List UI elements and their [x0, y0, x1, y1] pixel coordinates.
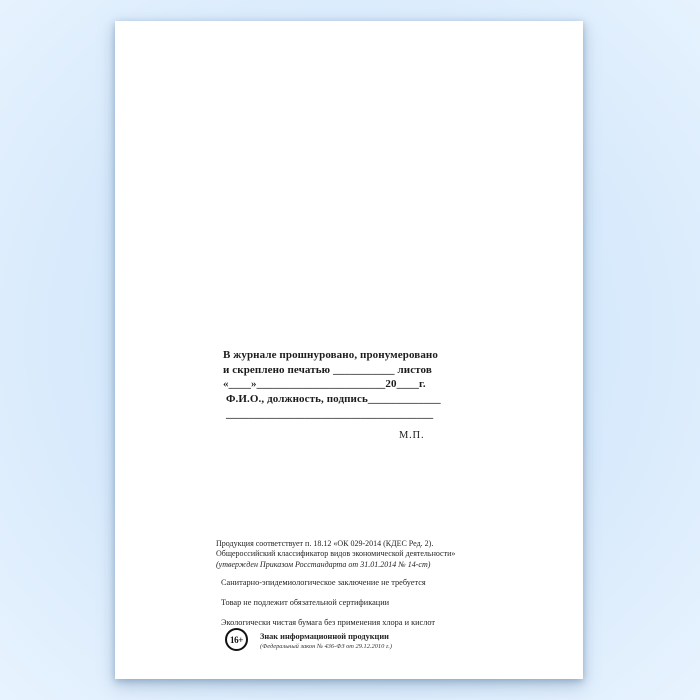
certification-note: Товар не подлежит обязательной сертификации	[221, 598, 390, 607]
stamp-place-mark: М.П.	[399, 430, 425, 441]
stitching-line-4: Ф.И.О., должность, подпись_____________	[226, 392, 441, 405]
sanitary-note: Санитарно-эпидемиологическое заключение не требуется	[221, 578, 426, 587]
age-rating-texts	[260, 632, 392, 650]
stitching-line-3: «____»_______________________20____г.	[223, 378, 426, 390]
age-16-plus-icon: 16+	[225, 628, 248, 651]
compliance-line-2: Общероссийский классификатор видов экономической деятельности»	[216, 549, 456, 559]
stitching-line-5: _____________________________________	[226, 408, 434, 420]
compliance-statement	[216, 539, 455, 570]
compliance-line-3: (утвержден Приказом Росстандарта от 31.01.2014 № 14-ст)	[216, 559, 431, 569]
stitching-certification-block	[223, 348, 453, 422]
journal-back-cover-page	[115, 21, 583, 679]
age-rating-block	[225, 628, 392, 651]
federal-law-reference: (Федеральный закон № 436-ФЗ от 29.12.2010 г.)	[260, 642, 393, 650]
stitching-line-2: и скреплено печатью ___________ листов	[223, 363, 432, 376]
stitching-line-1: В журнале прошнуровано, пронумеровано	[223, 349, 438, 361]
compliance-line-1: Продукция соответствует п. 18.12 «ОК 029-2014 (КДЕС Ред. 2).	[216, 539, 434, 548]
ecology-note: Экологически чистая бумага без применения хлора и кислот	[221, 618, 436, 627]
information-product-sign-label: Знак информационной продукции	[260, 632, 389, 641]
